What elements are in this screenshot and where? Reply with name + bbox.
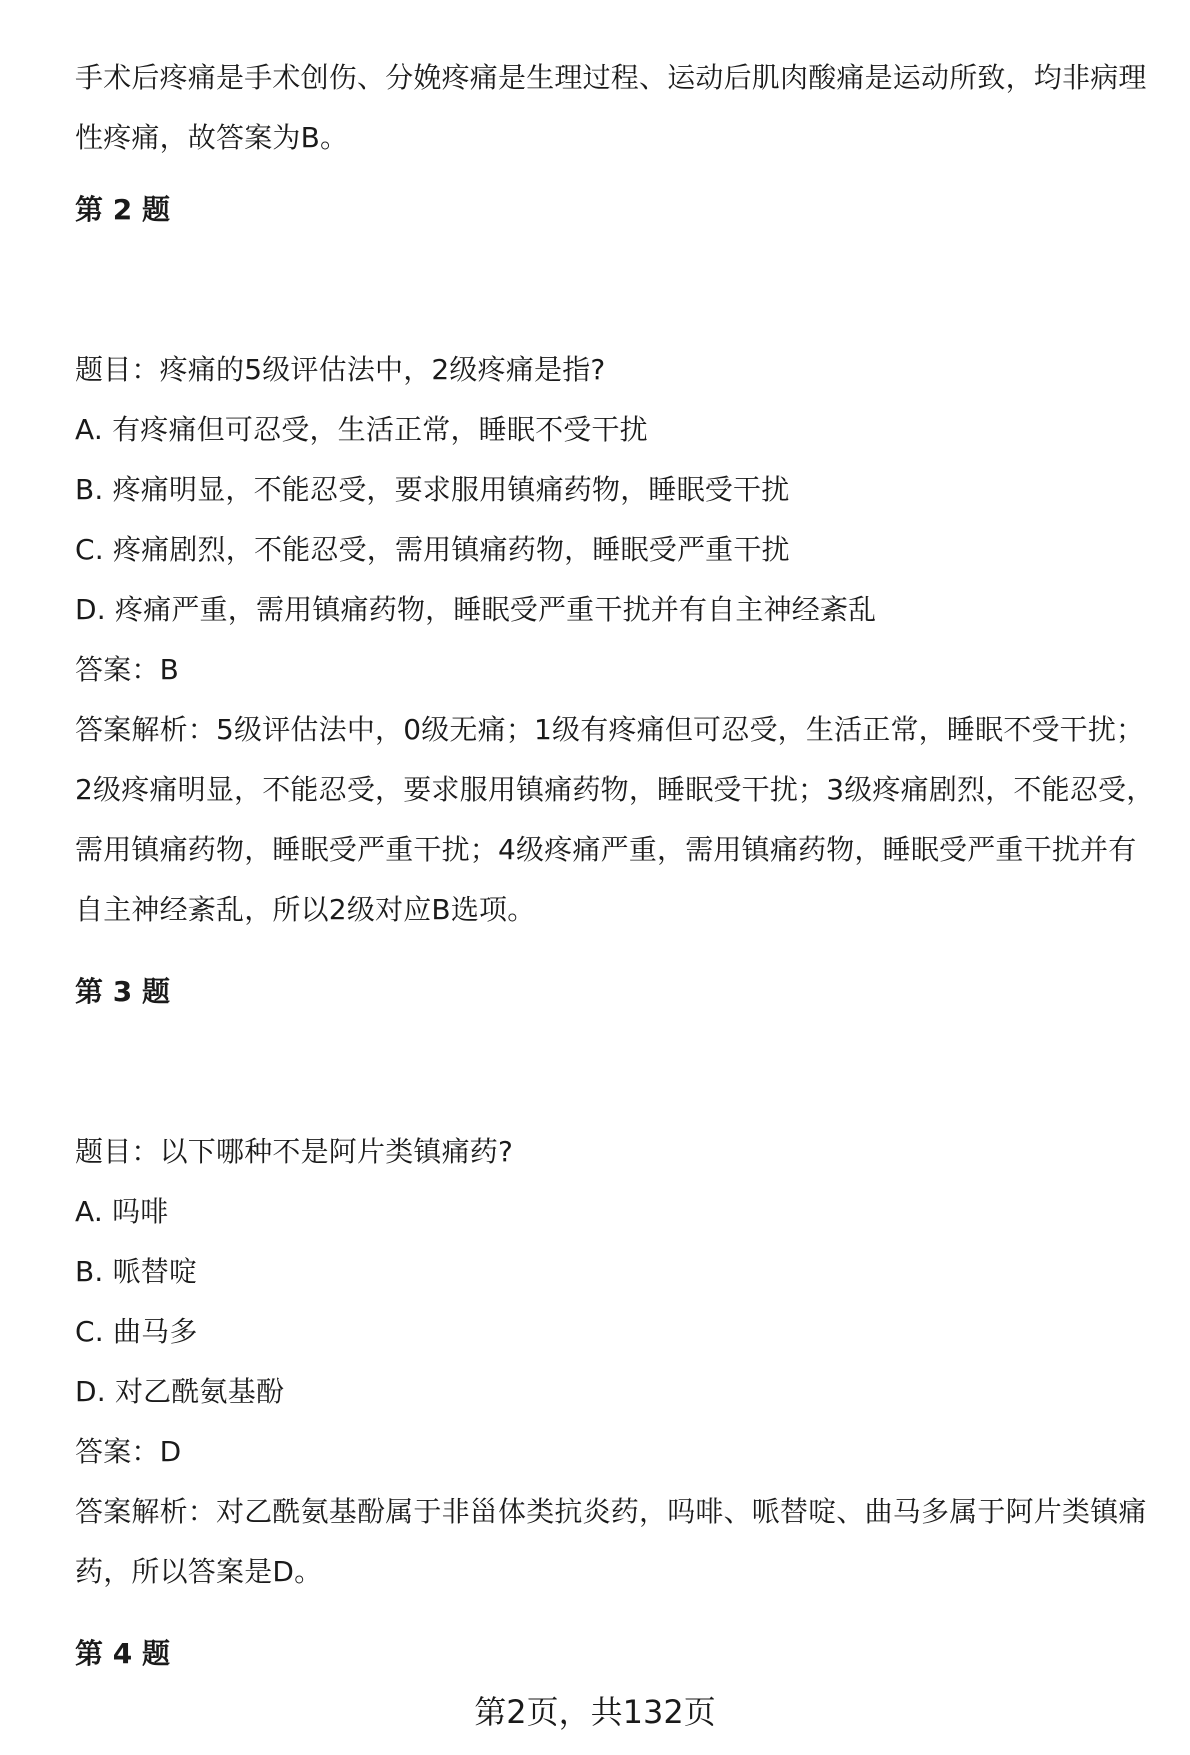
question-3-body [75, 1122, 1160, 1602]
question-2-option-d: D. 疼痛严重，需用镇痛药物，睡眠受严重干扰并有自主神经紊乱 [75, 593, 877, 626]
question-3-option-a: A. 吗啡 [75, 1195, 169, 1228]
page-content [75, 48, 1160, 1674]
question-2-heading: 第 2 题 [75, 193, 170, 226]
question-3-answer: 答案：D [75, 1435, 182, 1468]
question-2-option-c: C. 疼痛剧烈，不能忍受，需用镇痛药物，睡眠受严重干扰 [75, 533, 790, 566]
question-3-stem: 题目：以下哪种不是阿片类镇痛药? [75, 1135, 514, 1168]
question-3-heading: 第 3 题 [75, 975, 170, 1008]
question-2-answer: 答案：B [75, 653, 180, 686]
page-number-footer: 第2页，共132页 [474, 1693, 716, 1731]
question-3-explanation: 答案解析：对乙酰氨基酚属于非甾体类抗炎药，吗啡、哌替啶、曲马多属于阿片类镇痛药，所以答案是D。 [75, 1495, 1147, 1588]
question-2-option-b: B. 疼痛明显，不能忍受，要求服用镇痛药物，睡眠受干扰 [75, 473, 790, 506]
question-2-body [75, 340, 1160, 940]
question-4-heading: 第 4 题 [75, 1637, 170, 1670]
q1-explanation-tail: 手术后疼痛是手术创伤、分娩疼痛是生理过程、运动后肌肉酸痛是运动所致，均非病理性疼痛，故答案为B。 [75, 61, 1147, 154]
question-2-stem: 题目：疼痛的5级评估法中，2级疼痛是指? [75, 353, 606, 386]
question-2-explanation: 答案解析：5级评估法中，0级无痛；1级有疼痛但可忍受，生活正常，睡眠不受干扰；2级疼痛明显，不能忍受，要求服用镇痛药物，睡眠受干扰；3级疼痛剧烈，不能忍受，需用镇痛药物，睡眠受严重干扰；4级疼痛严重，需用镇痛药物，睡眠受严重干扰并有自主神经紊乱，所以2级对应B选项。 [75, 713, 1155, 926]
question-3-option-c: C. 曲马多 [75, 1315, 198, 1348]
question-2-option-a: A. 有疼痛但可忍受，生活正常，睡眠不受干扰 [75, 413, 648, 446]
question-3-option-d: D. 对乙酰氨基酚 [75, 1375, 285, 1408]
question-3-option-b: B. 哌替啶 [75, 1255, 198, 1288]
